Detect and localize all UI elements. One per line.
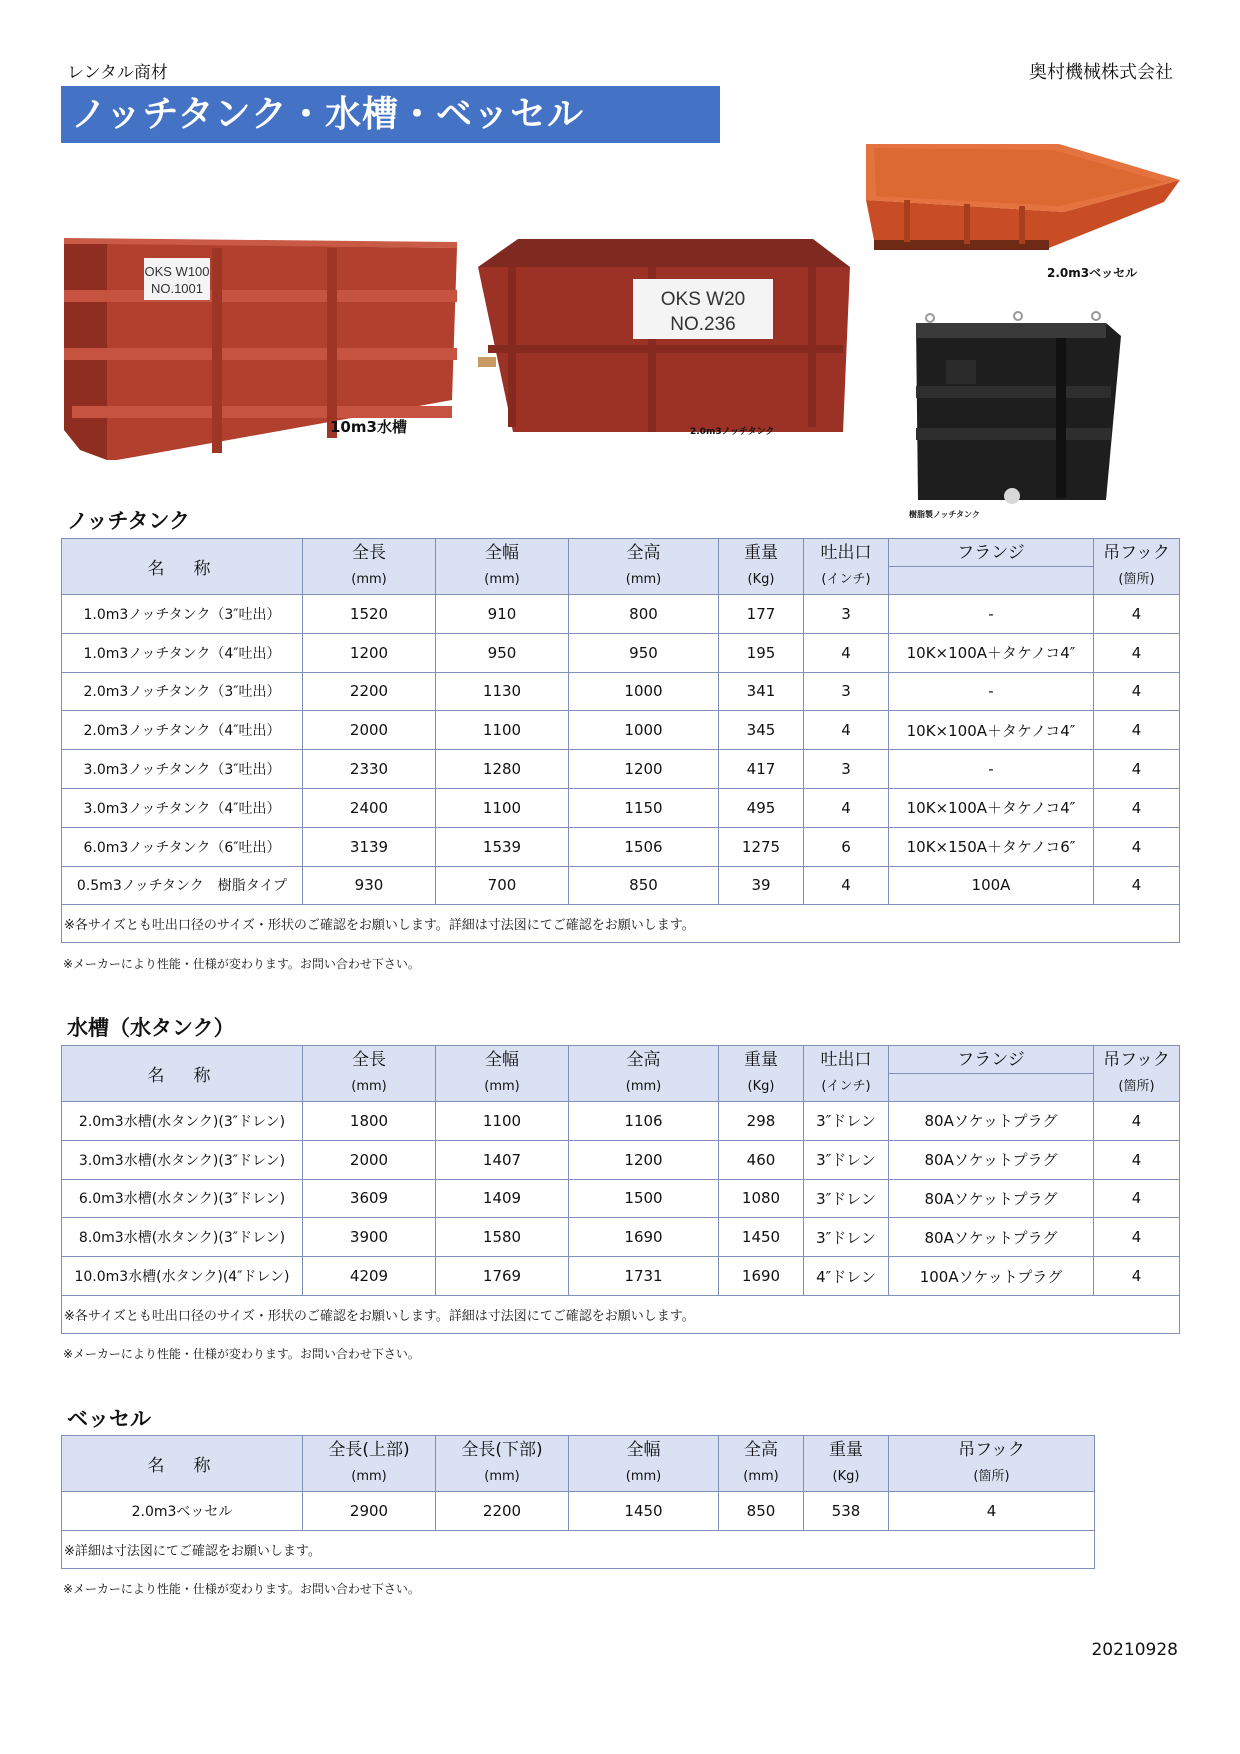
header-unit: (mm) bbox=[351, 1469, 387, 1484]
row-value: 4 bbox=[1094, 827, 1180, 866]
header-label: 全高 bbox=[744, 1440, 778, 1460]
header-cell bbox=[889, 539, 1094, 595]
header-unit: (mm) bbox=[625, 1079, 662, 1094]
row-value: 495 bbox=[719, 788, 804, 827]
header-cell bbox=[436, 1046, 569, 1102]
row-value: 39 bbox=[719, 866, 804, 905]
row-value: 800 bbox=[569, 595, 719, 634]
category-label: レンタル商材 bbox=[67, 63, 168, 83]
row-value: 1580 bbox=[436, 1218, 569, 1257]
row-value: 4 bbox=[804, 633, 889, 672]
table-note: ※各サイズとも吐出口径のサイズ・形状のご確認をお願いします。詳細は寸法図にてご確認をお願いします。 bbox=[62, 905, 1180, 943]
caption-vessel-2m3: 2.0m3ベッセル bbox=[1047, 266, 1138, 280]
row-value: 341 bbox=[719, 672, 804, 711]
row-value: 80Aソケットプラグ bbox=[889, 1218, 1094, 1257]
header-cell bbox=[804, 1046, 889, 1102]
header-cell bbox=[719, 539, 804, 595]
vessel-table bbox=[61, 1435, 1095, 1569]
header-unit: (Kg) bbox=[747, 572, 775, 587]
row-value: - bbox=[889, 672, 1094, 711]
row-value: 2200 bbox=[303, 672, 436, 711]
header-unit: (インチ) bbox=[821, 1079, 871, 1094]
header-label: 全長(下部) bbox=[461, 1440, 543, 1460]
header-name: 名 称 bbox=[62, 1436, 303, 1492]
row-value: 1800 bbox=[303, 1102, 436, 1141]
row-name: 8.0m3水槽(水タンク)(3″ドレン) bbox=[62, 1218, 303, 1257]
header-name: 名 称 bbox=[62, 539, 303, 595]
header-cell bbox=[436, 1436, 569, 1492]
header-label: 重量 bbox=[829, 1440, 863, 1460]
plate-line-1: OKS W20 bbox=[660, 289, 746, 310]
header-label: 全幅 bbox=[485, 1050, 519, 1070]
row-value: 1106 bbox=[569, 1102, 719, 1141]
header-label: 全長(上部) bbox=[328, 1440, 410, 1460]
row-value: 1690 bbox=[569, 1218, 719, 1257]
photo-vessel-2m3 bbox=[864, 140, 1180, 280]
row-value: 80Aソケットプラグ bbox=[889, 1102, 1094, 1141]
header-label: 吐出口 bbox=[820, 543, 872, 563]
row-value: 4 bbox=[1094, 750, 1180, 789]
notch-tank-illustration bbox=[478, 237, 850, 437]
header-label: 吊フック bbox=[958, 1440, 1025, 1460]
row-value: 4 bbox=[889, 1492, 1095, 1531]
row-value: 2000 bbox=[303, 711, 436, 750]
table-row bbox=[62, 788, 1180, 827]
header-unit: (mm) bbox=[484, 1469, 520, 1484]
row-value: 700 bbox=[436, 866, 569, 905]
plate-line-2: NO.1001 bbox=[150, 281, 204, 296]
row-value: 4″ドレン bbox=[804, 1257, 889, 1296]
notch-tank-table bbox=[61, 538, 1180, 943]
caption-resin-notch-tank: 樹脂製ノッチタンク bbox=[909, 510, 980, 519]
header-cell bbox=[569, 539, 719, 595]
table-note-row bbox=[62, 905, 1180, 943]
header-cell bbox=[804, 539, 889, 595]
row-value: 1100 bbox=[436, 1102, 569, 1141]
row-value: 1000 bbox=[569, 672, 719, 711]
table-note: ※詳細は寸法図にてご確認をお願いします。 bbox=[62, 1530, 1095, 1568]
plate-line-2: NO.236 bbox=[670, 314, 736, 335]
row-value: 1150 bbox=[569, 788, 719, 827]
header-label: 吐出口 bbox=[820, 1050, 872, 1070]
table-row bbox=[62, 1140, 1180, 1179]
row-name: 2.0m3ノッチタンク（4″吐出） bbox=[62, 711, 303, 750]
row-value: 1200 bbox=[303, 633, 436, 672]
row-value: 80Aソケットプラグ bbox=[889, 1179, 1094, 1218]
table-row bbox=[62, 711, 1180, 750]
header-unit: (Kg) bbox=[832, 1469, 860, 1484]
row-value: 2330 bbox=[303, 750, 436, 789]
header-unit: (mm) bbox=[625, 572, 662, 587]
header-cell bbox=[569, 1046, 719, 1102]
row-value: 417 bbox=[719, 750, 804, 789]
row-value: 4 bbox=[1094, 672, 1180, 711]
vessel-footnote: ※メーカーにより性能・仕様が変わります。お問い合わせ下さい。 bbox=[63, 1582, 420, 1596]
table-note-row bbox=[62, 1530, 1095, 1568]
row-value: 3″ドレン bbox=[804, 1179, 889, 1218]
table-row bbox=[62, 1257, 1180, 1296]
row-value: 100Aソケットプラグ bbox=[889, 1257, 1094, 1296]
row-name: 3.0m3ノッチタンク（4″吐出） bbox=[62, 788, 303, 827]
row-value: 1130 bbox=[436, 672, 569, 711]
caption-notch-tank-2m3: 2.0m3ノッチタンク bbox=[690, 427, 775, 437]
row-value: 1100 bbox=[436, 711, 569, 750]
header-label: 重量 bbox=[744, 1050, 778, 1070]
row-value: 910 bbox=[436, 595, 569, 634]
row-value: 3″ドレン bbox=[804, 1218, 889, 1257]
row-name: 6.0m3ノッチタンク（6″吐出） bbox=[62, 827, 303, 866]
row-value: 4 bbox=[1094, 1218, 1180, 1257]
row-value: 850 bbox=[719, 1492, 804, 1531]
header-name: 名 称 bbox=[62, 1046, 303, 1102]
row-value: - bbox=[889, 750, 1094, 789]
row-value: 1200 bbox=[569, 750, 719, 789]
document-date: 20210928 bbox=[1091, 1640, 1178, 1660]
table-row bbox=[62, 1179, 1180, 1218]
row-name: 3.0m3ノッチタンク（3″吐出） bbox=[62, 750, 303, 789]
header-label: フランジ bbox=[957, 1050, 1025, 1070]
row-value: 3 bbox=[804, 595, 889, 634]
row-value: 4 bbox=[1094, 711, 1180, 750]
row-value: 2200 bbox=[436, 1492, 569, 1531]
row-value: 3 bbox=[804, 750, 889, 789]
header-cell bbox=[303, 1436, 436, 1492]
row-value: 4 bbox=[1094, 633, 1180, 672]
row-value: 298 bbox=[719, 1102, 804, 1141]
header-unit bbox=[889, 1073, 1093, 1100]
table-note: ※各サイズとも吐出口径のサイズ・形状のご確認をお願いします。詳細は寸法図にてご確認をお願いします。 bbox=[62, 1295, 1180, 1333]
header-cell bbox=[719, 1046, 804, 1102]
row-value: 1000 bbox=[569, 711, 719, 750]
row-value: 4 bbox=[1094, 866, 1180, 905]
row-value: 1500 bbox=[569, 1179, 719, 1218]
header-cell bbox=[719, 1436, 804, 1492]
row-value: 4 bbox=[1094, 788, 1180, 827]
row-value: 1280 bbox=[436, 750, 569, 789]
table-row bbox=[62, 827, 1180, 866]
row-value: 1200 bbox=[569, 1140, 719, 1179]
table-row bbox=[62, 750, 1180, 789]
table-row bbox=[62, 672, 1180, 711]
table-note-row bbox=[62, 1295, 1180, 1333]
header-cell bbox=[1094, 1046, 1180, 1102]
header-unit: (インチ) bbox=[821, 572, 871, 587]
row-value: 10K×100A＋タケノコ4″ bbox=[889, 788, 1094, 827]
row-value: 1539 bbox=[436, 827, 569, 866]
row-value: 3900 bbox=[303, 1218, 436, 1257]
row-name: 10.0m3水槽(水タンク)(4″ドレン) bbox=[62, 1257, 303, 1296]
table-row bbox=[62, 866, 1180, 905]
header-label: 吊フック bbox=[1103, 543, 1170, 563]
table-row bbox=[62, 633, 1180, 672]
header-unit: (箇所) bbox=[973, 1469, 1010, 1484]
row-value: 1769 bbox=[436, 1257, 569, 1296]
row-value: 4 bbox=[804, 711, 889, 750]
row-value: 3″ドレン bbox=[804, 1102, 889, 1141]
row-name: 1.0m3ノッチタンク（3″吐出） bbox=[62, 595, 303, 634]
company-name: 奥村機械株式会社 bbox=[1029, 62, 1173, 83]
row-value: 1506 bbox=[569, 827, 719, 866]
vessel-illustration bbox=[864, 140, 1180, 280]
header-label: 全高 bbox=[626, 1050, 661, 1070]
row-value: 3609 bbox=[303, 1179, 436, 1218]
header-cell bbox=[1094, 539, 1180, 595]
photo-notch-tank-2m3 bbox=[478, 237, 850, 437]
row-value: 538 bbox=[804, 1492, 889, 1531]
table-row bbox=[62, 1218, 1180, 1257]
row-name: 0.5m3ノッチタンク 樹脂タイプ bbox=[62, 866, 303, 905]
table-header-row bbox=[62, 1046, 1180, 1102]
row-name: 2.0m3ベッセル bbox=[62, 1492, 303, 1531]
row-value: 10K×150A＋タケノコ6″ bbox=[889, 827, 1094, 866]
row-value: 1100 bbox=[436, 788, 569, 827]
header-cell bbox=[436, 539, 569, 595]
section-title-vessel: ベッセル bbox=[67, 1407, 151, 1431]
row-value: 4 bbox=[1094, 1257, 1180, 1296]
row-value: 4 bbox=[1094, 595, 1180, 634]
row-value: 80Aソケットプラグ bbox=[889, 1140, 1094, 1179]
photo-resin-notch-tank bbox=[906, 308, 1126, 508]
row-name: 2.0m3水槽(水タンク)(3″ドレン) bbox=[62, 1102, 303, 1141]
row-value: 177 bbox=[719, 595, 804, 634]
row-value: 1731 bbox=[569, 1257, 719, 1296]
row-value: 195 bbox=[719, 633, 804, 672]
row-value: 2400 bbox=[303, 788, 436, 827]
row-value: 1450 bbox=[719, 1218, 804, 1257]
row-value: 2000 bbox=[303, 1140, 436, 1179]
header-unit bbox=[889, 566, 1093, 593]
resin-tank-illustration bbox=[906, 308, 1126, 508]
row-value: 850 bbox=[569, 866, 719, 905]
row-value: 10K×100A＋タケノコ4″ bbox=[889, 633, 1094, 672]
row-value: 930 bbox=[303, 866, 436, 905]
section-title-notch: ノッチタンク bbox=[67, 509, 191, 533]
header-cell bbox=[889, 1436, 1095, 1492]
row-value: 345 bbox=[719, 711, 804, 750]
row-name: 6.0m3水槽(水タンク)(3″ドレン) bbox=[62, 1179, 303, 1218]
row-value: 4 bbox=[1094, 1140, 1180, 1179]
row-value: 1690 bbox=[719, 1257, 804, 1296]
header-unit: (mm) bbox=[351, 572, 387, 587]
row-name: 1.0m3ノッチタンク（4″吐出） bbox=[62, 633, 303, 672]
row-value: 1520 bbox=[303, 595, 436, 634]
row-value: 1450 bbox=[569, 1492, 719, 1531]
header-label: 重量 bbox=[744, 543, 778, 563]
header-cell bbox=[804, 1436, 889, 1492]
row-value: 4 bbox=[1094, 1179, 1180, 1218]
header-cell bbox=[303, 539, 436, 595]
row-value: 4 bbox=[804, 866, 889, 905]
row-value: 460 bbox=[719, 1140, 804, 1179]
page-title: ノッチタンク・水槽・ベッセル bbox=[61, 86, 720, 143]
caption-water-tank-10m3: 10m3水槽 bbox=[330, 418, 407, 436]
header-unit: (mm) bbox=[625, 1469, 662, 1484]
row-value: - bbox=[889, 595, 1094, 634]
header-unit: (Kg) bbox=[747, 1079, 775, 1094]
header-label: 吊フック bbox=[1103, 1050, 1170, 1070]
header-cell bbox=[303, 1046, 436, 1102]
row-value: 10K×100A＋タケノコ4″ bbox=[889, 711, 1094, 750]
table-row bbox=[62, 595, 1180, 634]
row-value: 4 bbox=[1094, 1102, 1180, 1141]
row-value: 6 bbox=[804, 827, 889, 866]
water-footnote: ※メーカーにより性能・仕様が変わります。お問い合わせ下さい。 bbox=[63, 1347, 420, 1361]
row-value: 2900 bbox=[303, 1492, 436, 1531]
header-label: 全長 bbox=[352, 1050, 386, 1070]
table-row bbox=[62, 1492, 1095, 1531]
header-label: 全幅 bbox=[485, 543, 519, 563]
row-name: 2.0m3ノッチタンク（3″吐出） bbox=[62, 672, 303, 711]
header-unit: (箇所) bbox=[1118, 572, 1155, 587]
row-value: 4209 bbox=[303, 1257, 436, 1296]
header-label: フランジ bbox=[957, 543, 1025, 563]
row-value: 1080 bbox=[719, 1179, 804, 1218]
row-value: 1275 bbox=[719, 827, 804, 866]
header-unit: (mm) bbox=[351, 1079, 387, 1094]
row-name: 3.0m3水槽(水タンク)(3″ドレン) bbox=[62, 1140, 303, 1179]
row-value: 950 bbox=[436, 633, 569, 672]
table-header-row bbox=[62, 1436, 1095, 1492]
water-tank-table bbox=[61, 1045, 1180, 1334]
row-value: 3″ドレン bbox=[804, 1140, 889, 1179]
header-unit: (箇所) bbox=[1118, 1079, 1155, 1094]
header-unit: (mm) bbox=[484, 572, 520, 587]
row-value: 1407 bbox=[436, 1140, 569, 1179]
row-value: 1409 bbox=[436, 1179, 569, 1218]
header-label: 全長 bbox=[352, 543, 386, 563]
table-row bbox=[62, 1102, 1180, 1141]
row-value: 3139 bbox=[303, 827, 436, 866]
row-value: 3 bbox=[804, 672, 889, 711]
row-value: 100A bbox=[889, 866, 1094, 905]
plate-line-1: OKS W100 bbox=[144, 264, 210, 279]
section-title-water: 水槽（水タンク） bbox=[67, 1016, 235, 1040]
header-label: 全高 bbox=[626, 543, 661, 563]
notch-footnote: ※メーカーにより性能・仕様が変わります。お問い合わせ下さい。 bbox=[63, 957, 420, 971]
table-header-row bbox=[62, 539, 1180, 595]
header-cell bbox=[889, 1046, 1094, 1102]
header-unit: (mm) bbox=[484, 1079, 520, 1094]
row-value: 4 bbox=[804, 788, 889, 827]
header-unit: (mm) bbox=[743, 1469, 779, 1484]
header-label: 全幅 bbox=[626, 1440, 661, 1460]
row-value: 950 bbox=[569, 633, 719, 672]
header-cell bbox=[569, 1436, 719, 1492]
